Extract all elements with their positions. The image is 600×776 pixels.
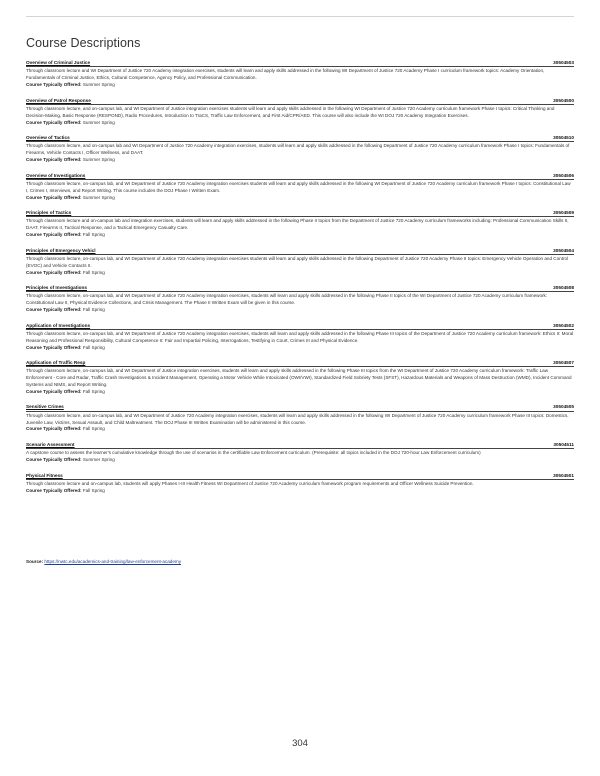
course-title: Principles of Tactics	[26, 210, 72, 215]
course-entry	[26, 173, 574, 202]
course-entry	[26, 98, 574, 127]
course-entry	[26, 442, 574, 464]
course-title: Principles of Emergency Vehicl	[26, 247, 96, 253]
course-description: Through classroom lecture, on-campus lab, and WI Department of Justice 720 Academy integration exercises, students will learn and apply skills addressed in the following Phase II topics of the WI Department of Justice 720 Academy curriculum framework: Constitutional Law II, Physical Evidence Collections, and Crisis Management. The Phase II Written Exam will be given in this course.	[26, 293, 548, 306]
offered-value: Summer Spring	[82, 457, 115, 462]
course-description: Through classroom lecture, on-campus lab, and WI Department of Justice 720 Academy integration exercises, students will learn and apply skills addressed in the following Phase III topics of the Department of Justice 720 Academy curriculum framework: Ethics II: Moral Reasoning and Professional Responsibility, Cultural Competence II: Fair and Impartial Policing, Interrogations, Testifying in Court, Crimes III and Physical Evidence.	[26, 330, 574, 343]
course-code: 30504502	[553, 322, 574, 328]
offered-label: Course Typically Offered:	[26, 157, 82, 162]
course-title: Application of Traffic Resp	[26, 360, 86, 365]
course-description: Through classroom lecture and on-campus lab, students will apply Phases I-III Health Fitness WI Department of Justice 720 Academy curriculum framework program requirements and Officer Wellness Suicide Prevention.	[26, 480, 474, 486]
course-header	[26, 360, 574, 367]
course-entry	[26, 323, 574, 352]
course-header	[26, 404, 574, 411]
course-code: 30504508	[553, 285, 574, 290]
course-entry	[26, 285, 574, 314]
course-title: Overview of Patrol Response	[26, 97, 91, 103]
course-offered	[26, 457, 574, 464]
offered-value: Summer Spring	[82, 194, 115, 200]
source-label: Source:	[26, 559, 44, 564]
course-offered	[26, 345, 574, 352]
course-entry	[26, 210, 574, 239]
course-entry	[26, 360, 574, 396]
course-entry	[26, 248, 574, 277]
offered-value: Fall Spring	[82, 426, 105, 432]
course-title: Sensitive Crimes	[26, 404, 64, 410]
course-entry	[26, 473, 574, 495]
course-description: Through classroom lecture and on-campus lab and integration exercises, students will learn and apply skills addressed in the following Phase II topics from the Department of Justice 720 Academy curriculum frameworks including: Professional Communication Skills II, DAAT, Firearms II, Tactical Response, and a Tactical Emergency Casualty Care.	[26, 218, 569, 231]
offered-label: Course Typically Offered:	[26, 426, 82, 432]
course-offered	[26, 195, 574, 202]
offered-value: Summer Spring	[82, 157, 115, 162]
course-offered	[26, 426, 574, 433]
course-code: 30504506	[553, 172, 574, 178]
course-offered	[26, 232, 574, 239]
course-header	[26, 173, 574, 180]
course-code: 30504503	[553, 60, 574, 65]
course-code: 30504500	[553, 97, 574, 103]
offered-label: Course Typically Offered:	[26, 82, 82, 87]
course-offered	[26, 120, 574, 127]
course-offered	[26, 389, 574, 396]
course-entry	[26, 60, 574, 89]
offered-value: Fall Spring	[82, 269, 105, 275]
offered-value: Fall Spring	[82, 232, 105, 237]
course-header	[26, 135, 574, 142]
course-code: 30504509	[553, 210, 574, 215]
course-header	[26, 60, 574, 67]
course-description: Through classroom lecture and WI Department of Justice 720 Academy integration exercises, students will learn and apply skills addressed in the following WI Department of Justice 720 Academy Phase I curriculum framework topics: Academy Orientation, Fundamentals of Criminal Justice, Ethics, Cultural Competence, Agency Policy, and Professional Communication.	[26, 68, 545, 81]
page-number: 304	[292, 738, 308, 749]
offered-value: Fall Spring	[82, 307, 105, 312]
offered-value: Fall Spring	[82, 388, 105, 394]
course-code: 30504511	[553, 441, 574, 447]
offered-value: Fall Spring	[82, 344, 105, 350]
course-entry	[26, 135, 574, 164]
course-code: 30504501	[553, 472, 574, 478]
course-title: Scenario Assessment	[26, 441, 75, 447]
course-description: Through classroom lecture, and on-campus lab, and WI Department of Justice 720 Academy integration exercises, students will learn and apply skills addressed in the following WI Department of Justice 720 Academy curriculum framework Phase III topics: Domestics, Juvenile Law, Victims, Sexual Assault, and Child Maltreatment. The DOJ Phase III Written Examination will be administered in this course.	[26, 412, 569, 425]
course-offered	[26, 82, 574, 89]
course-header	[26, 285, 574, 292]
course-description: Through classroom lecture, on-campus lab, and WI Department of Justice 720 Academy integration exercises students will learn and apply skills addressed in the following Department of Justice 720 Academy Phase II topics: Emergency Vehicle Operation and Control (EVOC) and Vehicle Contacts II.	[26, 255, 569, 268]
source-link[interactable]: https://nwtc.edu/academics-and-training/law-enforcement-academy	[44, 559, 181, 564]
course-description: Through classroom lecture, on-campus lab, and WI Department of Justice integration exercises, students will learn and apply skills addressed in the following Phase III topics from the WI Department of Justice 720 Academy curriculum framework: Traffic Law Enforcement - Core and Radar, Traffic Crash Investigations & Incident Management, Operating a Motor Vehicle While Intoxicated (OWI/VWI), Standardized Field Sobriety Tests (SFST), Hazardous Materials and Weapons of Mass Destruction (WMD), Incident Command Systems and NIMS, and Report Writing.	[26, 368, 572, 387]
course-code: 30504505	[553, 404, 574, 410]
offered-label: Course Typically Offered:	[26, 457, 82, 462]
course-offered	[26, 488, 574, 495]
page-title: Course Descriptions	[26, 36, 141, 50]
offered-label: Course Typically Offered:	[26, 307, 82, 312]
course-header	[26, 98, 574, 105]
course-offered	[26, 270, 574, 277]
course-title: Overview of Criminal Justice	[26, 60, 91, 65]
course-header	[26, 210, 574, 217]
offered-label: Course Typically Offered:	[26, 232, 82, 237]
offered-label: Course Typically Offered:	[26, 388, 82, 394]
course-header	[26, 323, 574, 330]
offered-label: Course Typically Offered:	[26, 194, 82, 200]
course-description: Through classroom lecture, and on-campus lab and WI Department of Justice 720 Academy integration exercises, students will learn and apply skills addressed in the following Department of Justice 720 Academy curriculum framework Phase I topics: Fundamentals of Firearms, Vehicle Contacts I, Officer Wellness, and DAAT.	[26, 143, 570, 156]
course-offered	[26, 307, 574, 314]
course-title: Application of Investigations	[26, 322, 91, 328]
offered-value: Summer Spring	[82, 119, 115, 125]
course-code: 30504504	[553, 247, 574, 253]
header-rule	[26, 16, 574, 17]
course-title: Overview of Investigations	[26, 172, 86, 178]
offered-label: Course Typically Offered:	[26, 269, 82, 275]
offered-label: Course Typically Offered:	[26, 344, 82, 350]
course-description: A capstone course to assess the learner's cumulative knowledge through the use of scenarios in the certifiable Law Enforcement curriculum. (Prerequisite: all topics included in the DOJ 720-hour Law Enforcement curriculum)	[26, 450, 481, 456]
course-entry	[26, 404, 574, 433]
course-description: Through classroom lecture, and on-campus lab, and WI Department of Justice integration exercises students will learn and apply skills addressed in the following WI Department of Justice 720 Academy curriculum framework Phase I topics: Critical Thinking and Decision-Making, Basic Response (RESPOND), Radio Procedures, Introduction to TraCS, Traffic Law Enforcement, and First Aid/CPR/AED. This course will also include the WI DOJ 720 Academy Integration Exercises.	[26, 105, 555, 118]
course-header	[26, 442, 574, 449]
course-title: Principles of Investigations	[26, 285, 87, 290]
offered-value: Fall Spring	[82, 487, 105, 493]
offered-value: Summer Spring	[82, 82, 115, 87]
course-list	[26, 60, 574, 503]
course-header	[26, 248, 574, 255]
course-offered	[26, 157, 574, 164]
course-title: Physical Fitness	[26, 472, 63, 478]
course-header	[26, 473, 574, 480]
course-description: Through classroom lecture, on-campus lab, and WI Department of Justice 720 Academy integration exercises students will learn and apply skills addressed in the following WI Department of Justice 720 Academy curriculum framework Phase I topics: Constitutional Law I, Crimes I, Interviews, and Report Writing. This course includes the DOJ Phase I Written Exam.	[26, 180, 571, 193]
course-code: 30504510	[553, 135, 574, 140]
offered-label: Course Typically Offered:	[26, 119, 82, 125]
course-title: Overview of Tactics	[26, 135, 70, 140]
source-line	[26, 559, 181, 565]
course-code: 30504507	[553, 360, 574, 365]
offered-label: Course Typically Offered:	[26, 487, 82, 493]
